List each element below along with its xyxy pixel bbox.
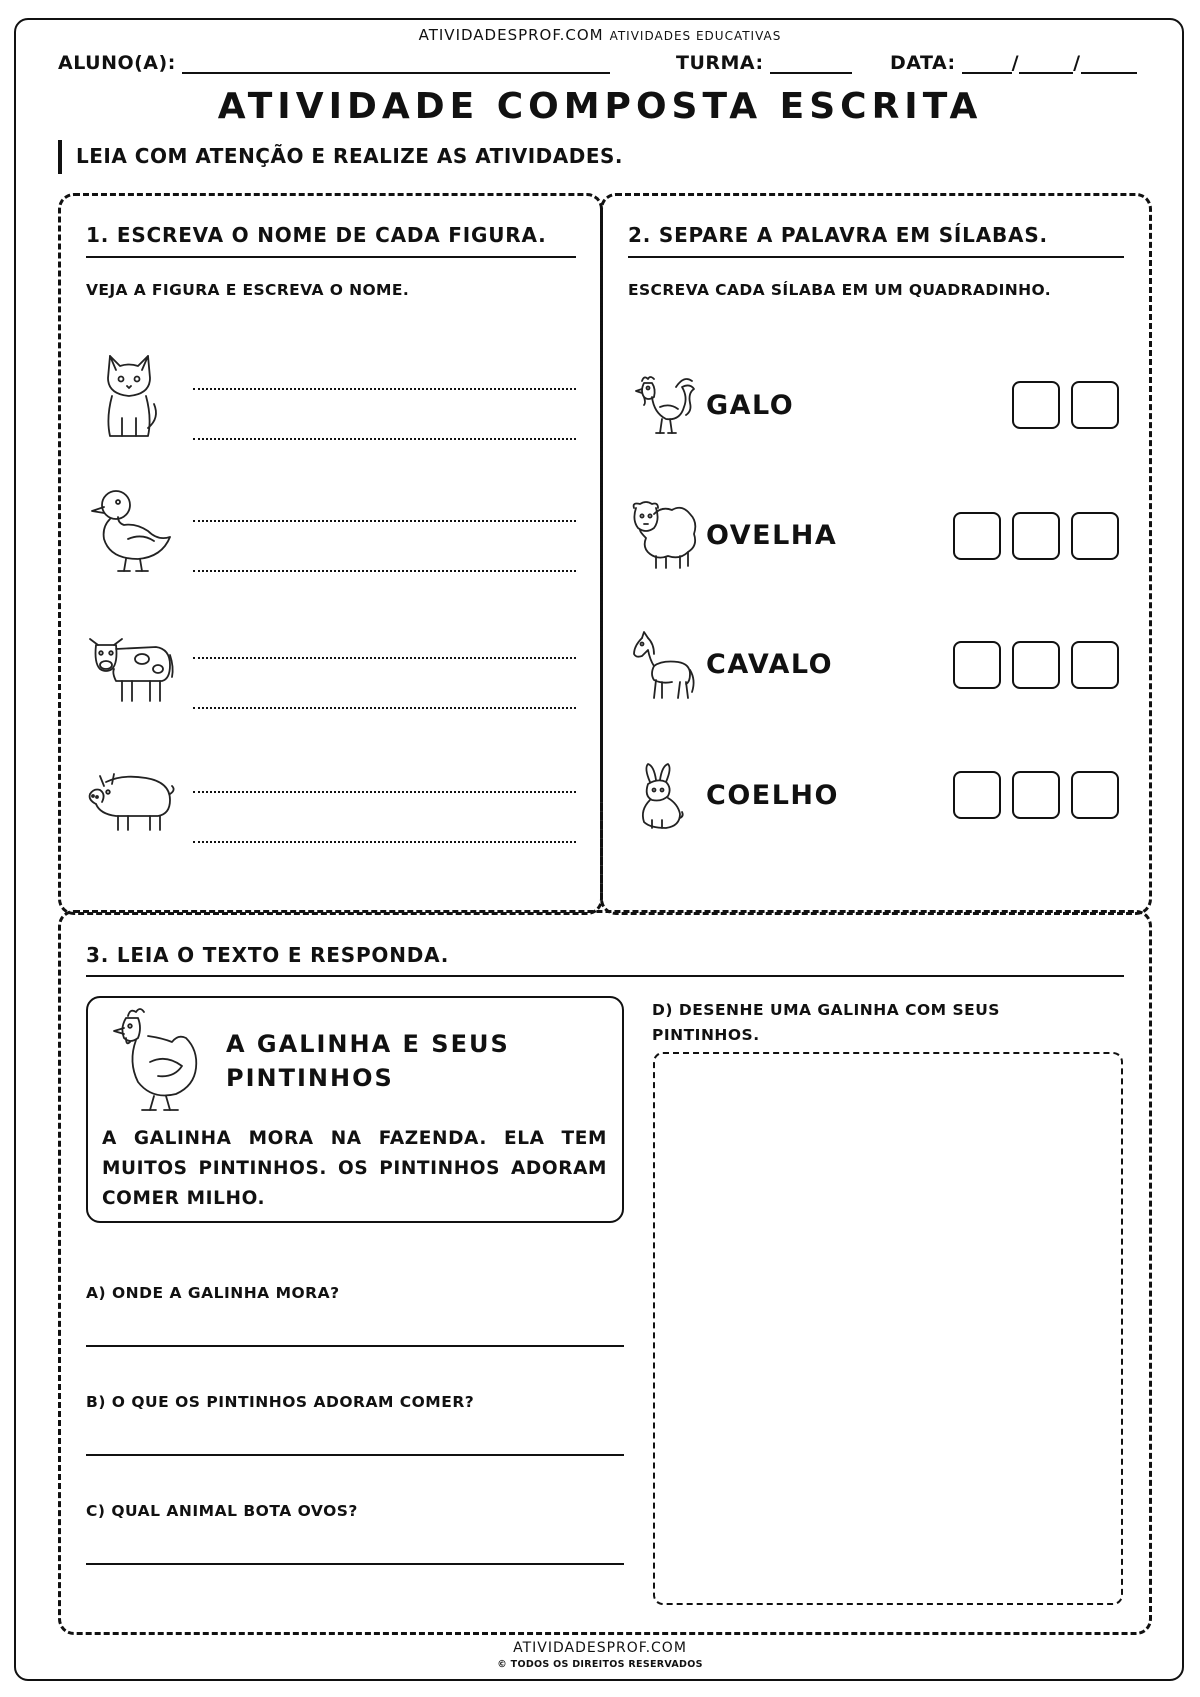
answer-line[interactable]	[193, 657, 576, 659]
answer-line-b[interactable]	[86, 1454, 624, 1456]
instruction-bar	[58, 140, 62, 174]
syllable-box[interactable]	[1071, 641, 1119, 689]
instruction-text: LEIA COM ATENÇÃO E REALIZE AS ATIVIDADES.	[76, 144, 624, 168]
answer-line[interactable]	[193, 570, 576, 572]
answer-line[interactable]	[193, 438, 576, 440]
section1-title: 1. ESCREVA O NOME DE CADA FIGURA.	[86, 223, 547, 247]
story-text: A GALINHA MORA NA FAZENDA. ELA TEM MUITOS PINTINHOS. OS PINTINHOS ADORAM COMER MILHO.	[102, 1128, 607, 1209]
date-field[interactable]	[890, 52, 1137, 74]
duck-icon	[88, 487, 172, 573]
hen-icon	[108, 1006, 202, 1116]
pig-icon	[86, 768, 174, 834]
date-month-line[interactable]	[1019, 54, 1073, 74]
date-day-line[interactable]	[962, 54, 1012, 74]
answer-line[interactable]	[193, 791, 576, 793]
brand-name: ATIVIDADESPROF.COM	[418, 26, 604, 44]
syllable-word: GALO	[706, 390, 795, 421]
syllable-box[interactable]	[953, 771, 1001, 819]
syllable-box[interactable]	[1071, 512, 1119, 560]
class-field[interactable]	[676, 52, 852, 74]
question-b: B) O QUE OS PINTINHOS ADORAM COMER?	[86, 1393, 475, 1411]
syllable-box[interactable]	[1071, 381, 1119, 429]
date-separator: /	[1011, 52, 1020, 74]
syllable-box[interactable]	[953, 512, 1001, 560]
horse-icon	[632, 630, 694, 700]
class-line[interactable]	[770, 54, 852, 74]
class-label: TURMA:	[676, 52, 764, 74]
footer-rights: © TODOS OS DIREITOS RESERVADOS	[497, 1659, 703, 1670]
syllable-word: CAVALO	[706, 649, 834, 680]
section3-title: 3. LEIA O TEXTO E RESPONDA.	[86, 943, 450, 967]
student-label: ALUNO(A):	[58, 52, 176, 74]
draw-prompt: D) DESENHE UMA GALINHA COM SEUS PINTINHOS.	[652, 1001, 1000, 1044]
section2-subtitle: ESCREVA CADA SÍLABA EM UM QUADRADINHO.	[628, 281, 1052, 299]
question-c: C) QUAL ANIMAL BOTA OVOS?	[86, 1502, 358, 1520]
syllable-word: COELHO	[706, 780, 839, 811]
syllable-box[interactable]	[1012, 381, 1060, 429]
story-title: A GALINHA E SEUS PINTINHOS	[226, 1030, 510, 1092]
answer-line-a[interactable]	[86, 1345, 624, 1347]
syllable-box[interactable]	[953, 641, 1001, 689]
question-a: A) ONDE A GALINHA MORA?	[86, 1284, 340, 1302]
date-label: DATA:	[890, 52, 956, 74]
answer-line-c[interactable]	[86, 1563, 624, 1565]
section2-divider	[628, 256, 1124, 258]
answer-line[interactable]	[193, 520, 576, 522]
brand-header	[0, 26, 1200, 44]
syllable-box[interactable]	[1012, 641, 1060, 689]
section1-divider	[86, 256, 576, 258]
drawing-area[interactable]	[653, 1052, 1123, 1605]
rooster-icon	[632, 373, 696, 437]
section2-title: 2. SEPARE A PALAVRA EM SÍLABAS.	[628, 223, 1048, 247]
student-name-line[interactable]	[182, 54, 610, 74]
answer-line[interactable]	[193, 707, 576, 709]
date-year-line[interactable]	[1081, 54, 1137, 74]
brand-subtitle: ATIVIDADES EDUCATIVAS	[609, 29, 782, 43]
syllable-box[interactable]	[1071, 771, 1119, 819]
cow-icon	[86, 633, 174, 705]
student-name-field[interactable]	[58, 52, 610, 74]
answer-line[interactable]	[193, 841, 576, 843]
section1-subtitle: VEJA A FIGURA E ESCREVA O NOME.	[86, 281, 410, 299]
page-title: ATIVIDADE COMPOSTA ESCRITA	[217, 86, 983, 127]
sheep-icon	[628, 500, 698, 572]
syllable-box[interactable]	[1012, 771, 1060, 819]
syllable-word: OVELHA	[706, 520, 838, 551]
answer-line[interactable]	[193, 388, 576, 390]
cat-icon	[98, 348, 160, 440]
syllable-box[interactable]	[1012, 512, 1060, 560]
date-separator: /	[1073, 52, 1081, 74]
rabbit-icon	[636, 762, 684, 830]
section3-divider	[86, 975, 1124, 977]
footer-site: ATIVIDADESPROF.COM	[513, 1640, 687, 1656]
